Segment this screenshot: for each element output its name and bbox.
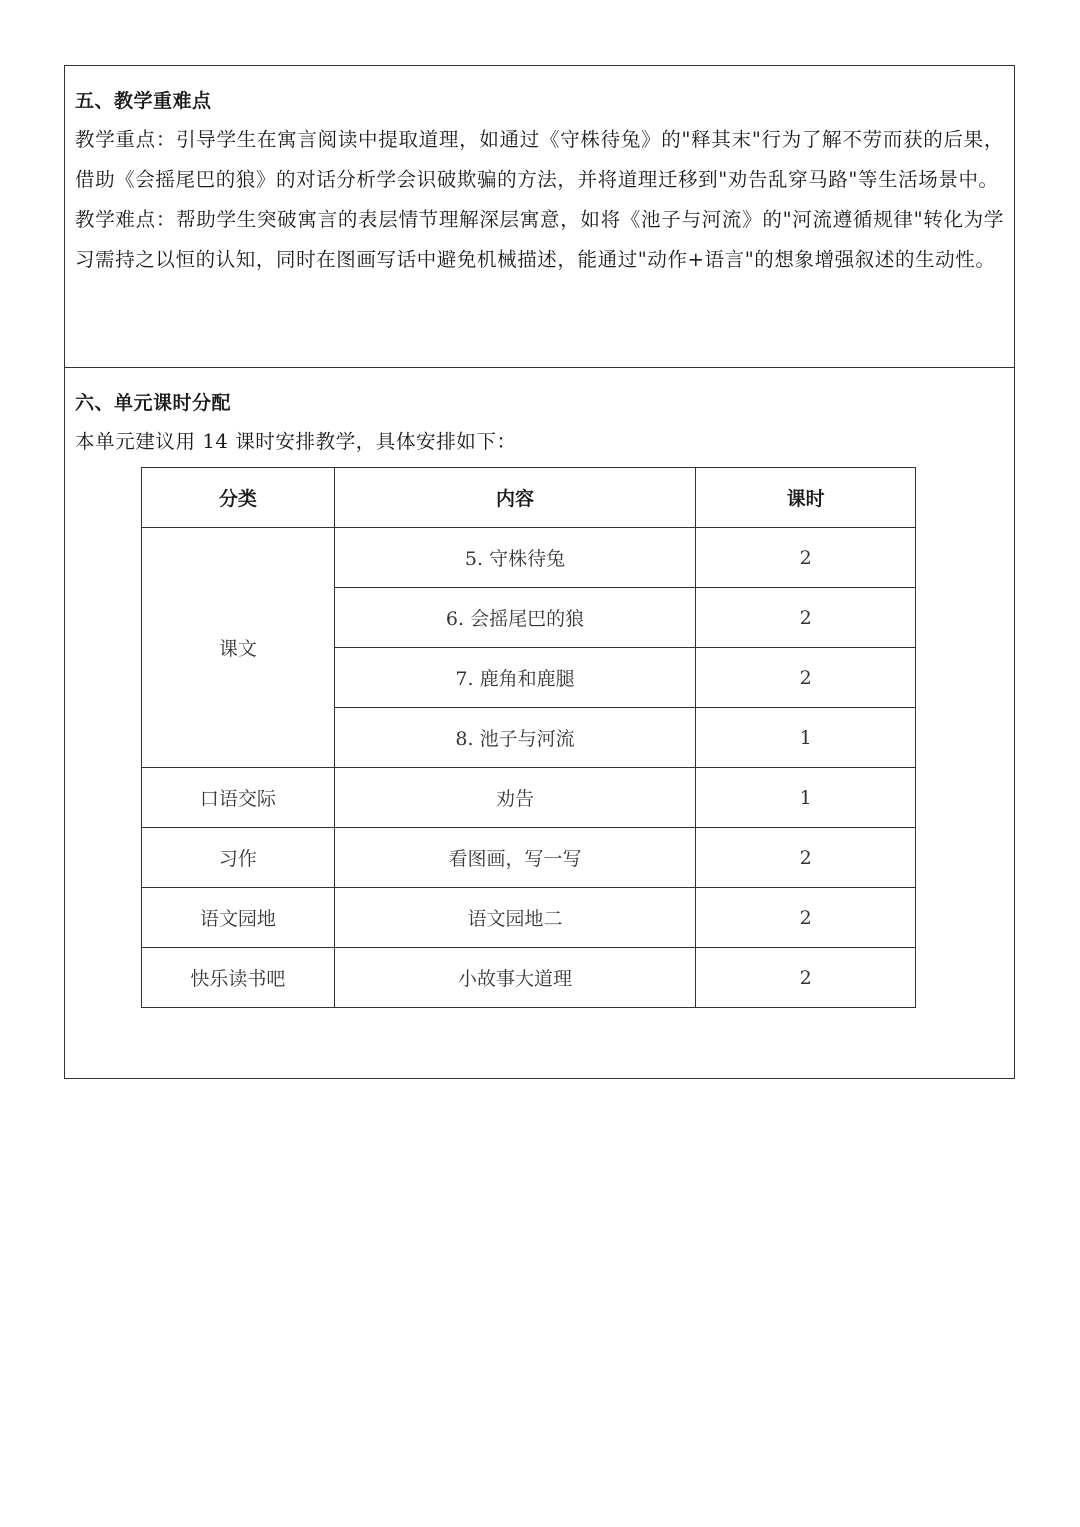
table-header-row bbox=[142, 468, 916, 528]
content-cell: 6. 会摇尾巴的狼 bbox=[334, 588, 696, 648]
table-row bbox=[142, 948, 916, 1008]
content-cell: 8. 池子与河流 bbox=[334, 708, 696, 768]
hours-cell: 2 bbox=[696, 828, 916, 888]
content-cell: 劝告 bbox=[334, 768, 696, 828]
lesson-schedule-table bbox=[141, 467, 916, 1008]
header-category: 分类 bbox=[142, 468, 335, 528]
hours-cell: 2 bbox=[696, 948, 916, 1008]
category-cell: 快乐读书吧 bbox=[142, 948, 335, 1008]
header-hours: 课时 bbox=[696, 468, 916, 528]
category-cell: 口语交际 bbox=[142, 768, 335, 828]
table-row bbox=[142, 528, 916, 588]
hours-cell: 2 bbox=[696, 528, 916, 588]
difficulties-paragraph: 教学难点：帮助学生突破寓言的表层情节理解深层寓意，如将《池子与河流》的"河流遵循规律"转化为学习需持之以恒的认知，同时在图画写话中避免机械描述，能通过"动作+语言"的想象增强叙述的生动性。 bbox=[75, 208, 1004, 271]
document-frame bbox=[64, 65, 1015, 1079]
hours-cell: 2 bbox=[696, 648, 916, 708]
allocation-intro: 本单元建议用 14 课时安排教学，具体安排如下： bbox=[75, 430, 517, 453]
content-cell: 5. 守株待兔 bbox=[334, 528, 696, 588]
section6-heading: 六、单元课时分配 bbox=[75, 392, 232, 414]
content-cell: 7. 鹿角和鹿腿 bbox=[334, 648, 696, 708]
section5-heading: 五、教学重难点 bbox=[75, 90, 212, 112]
content-cell: 语文园地二 bbox=[334, 888, 696, 948]
hours-cell: 1 bbox=[696, 708, 916, 768]
category-cell: 习作 bbox=[142, 828, 335, 888]
header-content: 内容 bbox=[334, 468, 696, 528]
key-points-paragraph: 教学重点：引导学生在寓言阅读中提取道理，如通过《守株待兔》的"释其末"行为了解不劳而获的后果，借助《会摇尾巴的狼》的对话分析学会识破欺骗的方法，并将道理迁移到"劝告乱穿马路"等生活场景中。 bbox=[75, 128, 1004, 191]
category-cell: 语文园地 bbox=[142, 888, 335, 948]
category-cell: 课文 bbox=[142, 528, 335, 768]
table-row bbox=[142, 768, 916, 828]
content-cell: 小故事大道理 bbox=[334, 948, 696, 1008]
section-lesson-allocation bbox=[65, 368, 1014, 1078]
table-row bbox=[142, 888, 916, 948]
hours-cell: 2 bbox=[696, 888, 916, 948]
hours-cell: 1 bbox=[696, 768, 916, 828]
hours-cell: 2 bbox=[696, 588, 916, 648]
section-teaching-focus bbox=[65, 66, 1014, 368]
content-cell: 看图画，写一写 bbox=[334, 828, 696, 888]
table-row bbox=[142, 828, 916, 888]
